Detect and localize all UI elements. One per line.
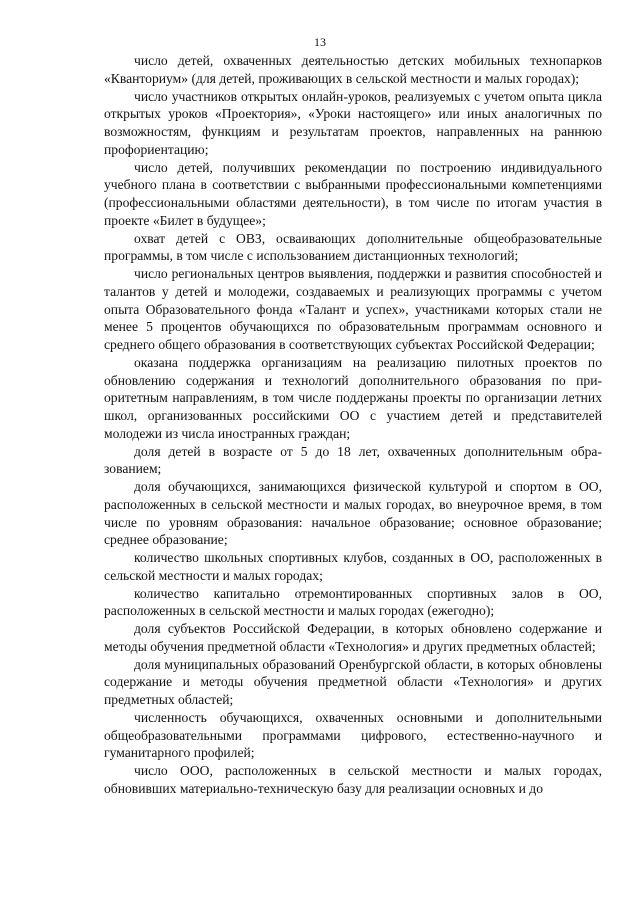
page-number: 13	[314, 35, 326, 49]
paragraph-ooo-count: число ООО, расположенных в сельской местности и малых городах, обновивших материально-техническую базу для реализации основных и до	[104, 763, 602, 796]
paragraph-federation-subjects: доля субъектов Российской Федерации, в которых обновлено содержание и методы обучения предметной области «Технология» и других предметных областей;	[104, 621, 602, 654]
paragraph-students-number: численность обучающихся, охваченных основными и дополнительными общеобразовательными программами цифрового, естественно-научного и гуманитарного профилей;	[104, 709, 602, 761]
paragraph-municipalities: доля муниципальных образований Оренбургской области, в которых обновлены содержание и методы обучения предметной области «Технология» и других предметных областей;	[104, 656, 602, 707]
paragraph-online-lessons: число участников открытых онлайн-уроков, реализуемых с учетом опыта цикла открытых уроков «Проектория», «Уроки настоящего» или иных аналогичных по возможностям, функциям и результатам проектов, направленных на раннюю профориентацию;	[104, 88, 602, 157]
paragraph-sports-halls: количество капитально отремонтированных спортивных залов в ОО, расположенных в сельской местности и малых городах (ежегодно);	[104, 585, 602, 619]
paragraph-mobile-technoparks: число детей, охваченных деятельностью детских мобильных технопарков «Кванториум» (для детей, проживающих в сельской местности и малых городах);	[104, 53, 602, 86]
paragraph-individual-plan: число детей, получивших рекомендации по построению индивидуального учебного плана в соответствии с выбранными профессиональными компетенциями (профессиональными областями деятельности), в том числе по итогам участия в проекте «Билет в будущее»;	[104, 159, 602, 228]
paragraph-physical-culture: доля обучающихся, занимающихся физической культурой и спортом в ОО, расположенных в сельской местности и малых городах, во внеурочное время, в том числе по уровням образования: начальное образование; основное образование; среднее образование;	[104, 479, 602, 548]
paragraph-ovz-coverage: охват детей с ОВЗ, осваивающих дополнительные общеобразовательные программы, в том числе с использованием дистанционных технологий;	[104, 230, 602, 264]
paragraph-regional-centers: число региональных центров выявления, поддержки и развития способностей и талантов у детей и молодежи, создаваемых и реализующих программы с учетом опыта Образовательного фонда «Талант и успех», участниками которых стали не менее 5 процентов обучающихся по образовательным программам основного и среднего общего образования в соответствующих субъектах Российской Федерации;	[104, 266, 602, 352]
paragraph-sports-clubs: количество школьных спортивных клубов, созданных в ОО, расположенных в сельской местности и малых городах;	[104, 550, 602, 583]
body-text	[104, 52, 602, 798]
paragraph-children-coverage: доля детей в возрасте от 5 до 18 лет, охваченных дополнительным образованием;	[104, 443, 602, 477]
paragraph-pilot-projects: оказана поддержка организациям на реализацию пилотных проектов по обновлению содержания и технологий дополнительного образования по приоритетным направлениям, в том числе поддержаны проекты по организации летних школ, организованных российскими ОО с участием детей и представителей молодежи из числа иностранных граждан;	[104, 354, 602, 441]
